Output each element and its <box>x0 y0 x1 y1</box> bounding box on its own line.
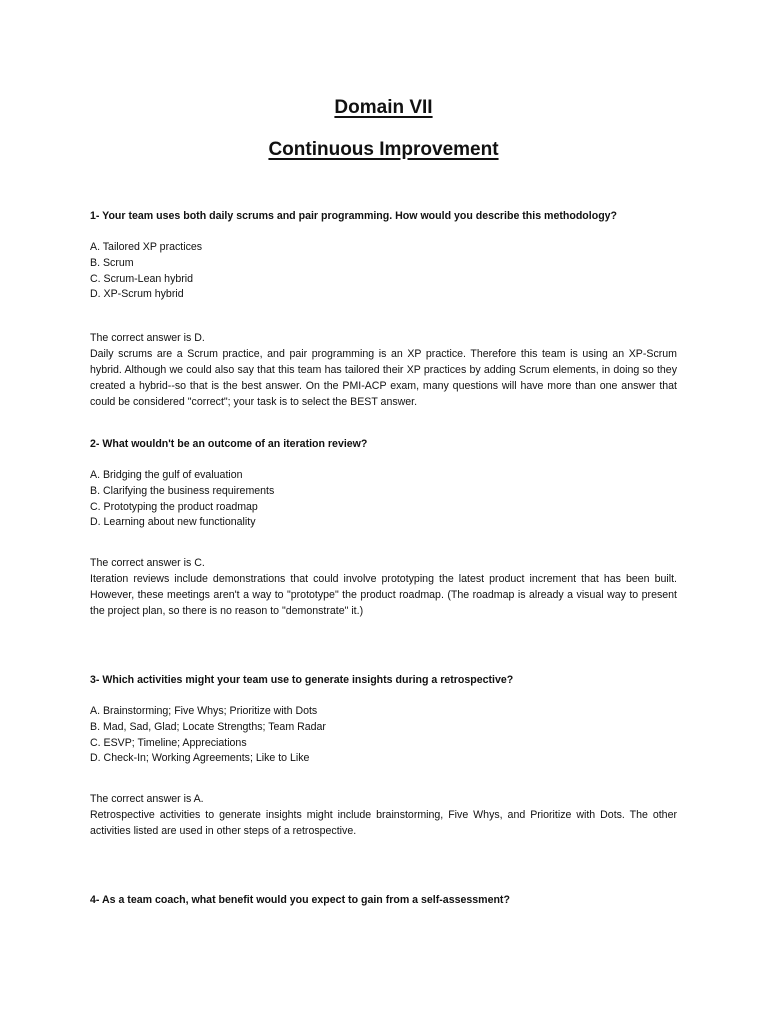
option-c: C. Prototyping the product roadmap <box>90 500 258 513</box>
correct-answer: The correct answer is D. <box>90 332 205 344</box>
option-b: B. Clarifying the business requirements <box>90 484 275 497</box>
option-d: D. XP-Scrum hybrid <box>90 288 184 301</box>
question-block-1 <box>90 208 677 408</box>
document-page <box>90 0 677 1024</box>
option-list <box>90 240 677 303</box>
option-d: D. Learning about new functionality <box>90 516 256 529</box>
option-c: C. Scrum-Lean hybrid <box>90 272 194 285</box>
answer-explanation: Retrospective activities to generate insights might include brainstorming, Five Whys, and Prioritize with Dots. The other activities listed are used in other steps of a retrospective. <box>90 809 677 837</box>
option-a: A. Brainstorming; Five Whys; Prioritize with Dots <box>90 705 318 717</box>
question-text: 3- Which activities might your team use to generate insights during a retrospective? <box>90 674 514 686</box>
correct-answer: The correct answer is C. <box>90 557 205 569</box>
option-list <box>90 704 677 767</box>
domain-title: Domain VII <box>334 97 433 118</box>
option-a: A. Tailored XP practices <box>90 241 203 253</box>
question-text: 4- As a team coach, what benefit would you expect to gain from a self-assessment? <box>90 894 510 906</box>
answer-block <box>90 330 677 410</box>
option-d: D. Check-In; Working Agreements; Like to Like <box>90 752 310 765</box>
question-block-4 <box>90 892 677 908</box>
correct-answer: The correct answer is A. <box>90 793 204 805</box>
answer-explanation: Daily scrums are a Scrum practice, and pair programming is an XP practice. Therefore this team is using an XP-Scrum hybrid. Although we could also say that this team has tailored their XP practices by adding Scrum elements, in doing so they created a hybrid--so that is the best answer. On the PMI-ACP exam, many questions will have more than one answer that could be considered "correct"; your task is to select the BEST answer. <box>90 348 677 408</box>
question-text: 2- What wouldn't be an outcome of an iteration review? <box>90 438 368 450</box>
option-c: C. ESVP; Timeline; Appreciations <box>90 736 247 749</box>
option-list <box>90 468 677 531</box>
option-a: A. Bridging the gulf of evaluation <box>90 469 243 481</box>
question-block-3 <box>90 672 677 837</box>
question-block-2 <box>90 436 677 617</box>
answer-block <box>90 555 677 619</box>
answer-explanation: Iteration reviews include demonstrations that could involve prototyping the latest product increment that has been built. However, these meetings aren't a way to "prototype" the product roadmap. (The roadmap is already a visual way to present the project plan, so there is no reason to "demonstrate" it.) <box>90 573 677 617</box>
answer-block <box>90 791 677 839</box>
option-b: B. Mad, Sad, Glad; Locate Strengths; Team Radar <box>90 720 326 733</box>
question-text: 1- Your team uses both daily scrums and pair programming. How would you describe this methodology? <box>90 210 618 222</box>
option-b: B. Scrum <box>90 256 134 269</box>
domain-subtitle: Continuous Improvement <box>268 139 499 160</box>
